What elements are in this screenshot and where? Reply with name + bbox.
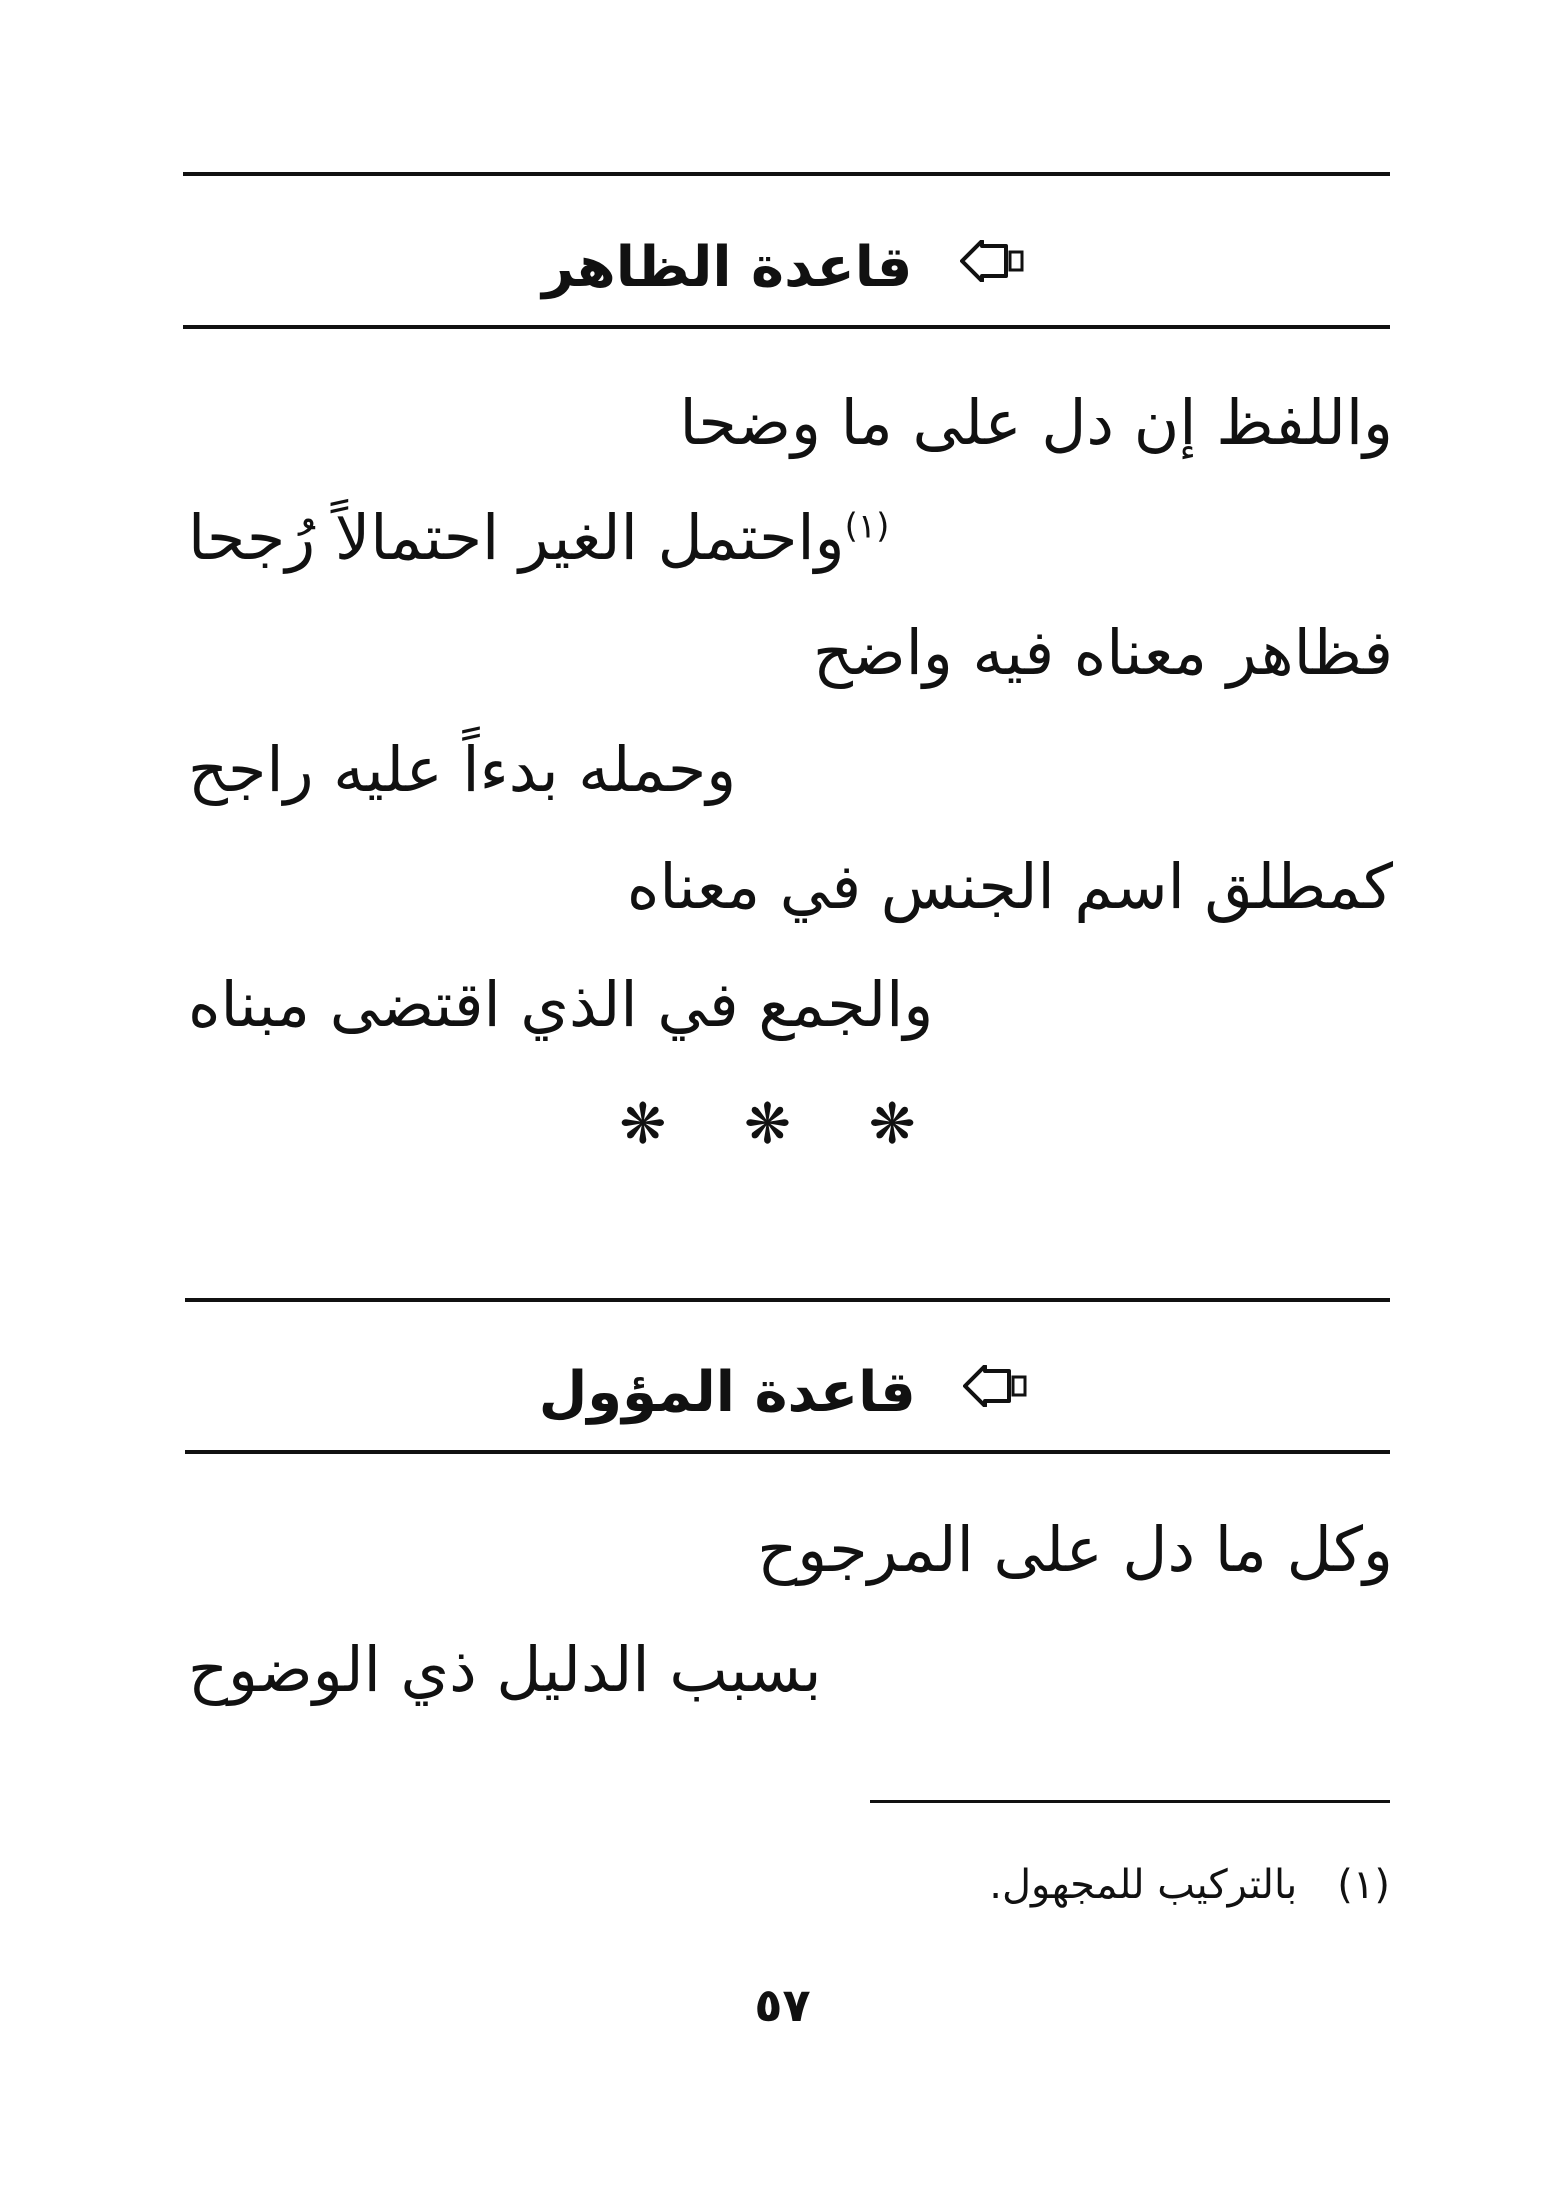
verse-text: واحتمل الغير احتمالاً رُجحا bbox=[188, 501, 845, 574]
footnote-text: بالتركيب للمجهول. bbox=[989, 1862, 1298, 1908]
heading-rule-top bbox=[185, 1298, 1390, 1302]
footnote bbox=[989, 1855, 1390, 1915]
section-separator: ❋ ❋ ❋ bbox=[619, 1092, 946, 1157]
verse-hemistich-second bbox=[188, 493, 889, 583]
section-heading bbox=[180, 1350, 1390, 1433]
verse-hemistich-second: والجمع في الذي اقتضى مبناه bbox=[188, 968, 934, 1041]
heading-rule-top bbox=[183, 172, 1390, 176]
heading-rule-bottom bbox=[185, 1450, 1390, 1454]
footnote-reference: (١) bbox=[844, 506, 890, 547]
footnote-rule bbox=[870, 1800, 1390, 1803]
verse-hemistich-first: فظاهر معناه فيه واضح bbox=[812, 616, 1393, 689]
arrow-marker-icon bbox=[960, 224, 1028, 304]
verse-hemistich-first: كمطلق اسم الجنس في معناه bbox=[626, 850, 1393, 923]
arrow-marker-icon bbox=[963, 1349, 1031, 1429]
section-heading bbox=[180, 225, 1390, 308]
verse-hemistich-second: وحمله بدءاً عليه راجح bbox=[188, 733, 737, 806]
section-title: قاعدة المؤول bbox=[538, 1359, 916, 1425]
verse-hemistich-first: وكل ما دل على المرجوح bbox=[757, 1513, 1393, 1586]
section-title: قاعدة الظاهر bbox=[542, 234, 913, 300]
page-number: ٥٧ bbox=[754, 1978, 811, 2032]
verse-hemistich-first: واللفظ إن دل على ما وضحا bbox=[679, 386, 1393, 459]
footnote-number: (١) bbox=[1337, 1862, 1390, 1908]
verse-hemistich-second: بسبب الدليل ذي الوضوح bbox=[188, 1633, 822, 1706]
heading-rule-bottom bbox=[183, 325, 1390, 329]
